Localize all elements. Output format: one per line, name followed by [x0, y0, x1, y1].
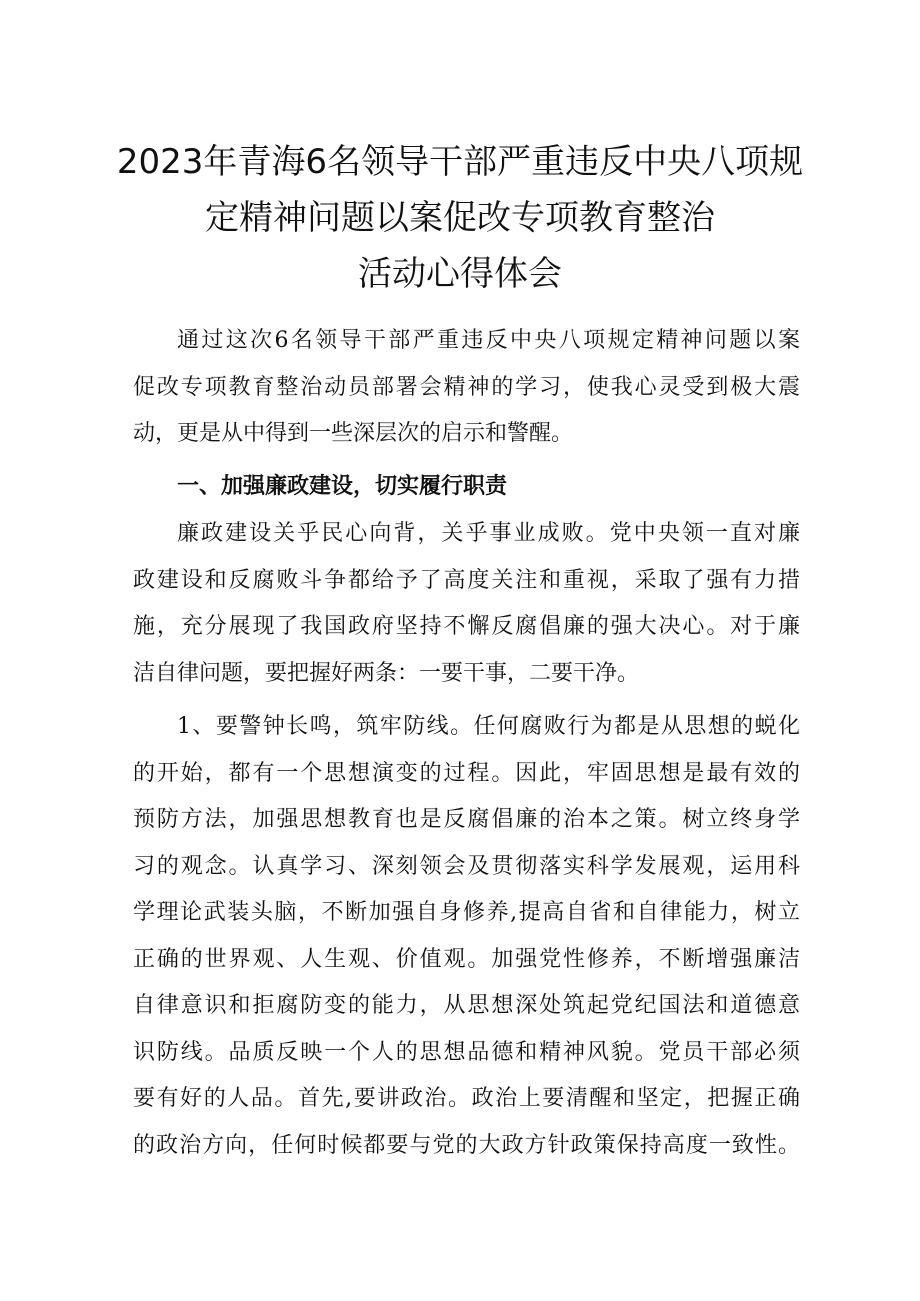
point-1-line-1: 1、要警钟长鸣，筑牢防线。任何腐败行为都是从思想的蜕化: [177, 714, 800, 739]
intro-line-3: 动，更是从中得到一些深层次的启示和警醒。: [133, 421, 574, 446]
intro-line-1: 通过这次6名领导干部严重违反中央八项规定精神问题以案: [177, 328, 800, 353]
section-1-line-3: 施，充分展现了我国政府坚持不懈反腐倡廉的强大决心。对于廉: [133, 614, 800, 639]
section-1-line-2: 政建设和反腐败斗争都给予了高度关注和重视，采取了强有力措: [133, 567, 800, 593]
intro-line-2: 促改专项教育整治动员部署会精神的学习，使我心灵受到极大震: [133, 374, 800, 400]
title-line-3: 活动心得体会: [358, 254, 562, 294]
document-title: [60, 134, 860, 302]
section-1-line-4: 洁自律问题，要把握好两条：一要干事，二要干净。: [133, 660, 640, 686]
point-1-line-7: 自律意识和拒腐防变的能力，从思想深处筑起党纪国法和道德意: [133, 993, 800, 1018]
point-1-line-8: 识防线。品质反映一个人的思想品德和精神风貌。党员干部必须: [133, 1039, 800, 1065]
section-heading-1: 一、加强廉政建设，切实履行职责: [177, 474, 508, 499]
point-1-line-2: 的开始，都有一个思想演变的过程。因此，牢固思想是最有效的: [133, 760, 800, 786]
point-1-line-5: 学理论武装头脑，不断加强自身修养,提高自省和自律能力，树立: [133, 900, 800, 925]
point-1-line-9: 要有好的人品。首先,要讲政治。政治上要清醒和坚定，把握正确: [133, 1086, 800, 1111]
point-1-line-4: 习的观念。认真学习、深刻领会及贯彻落实科学发展观，运用科: [133, 853, 800, 879]
point-1-line-3: 预防方法，加强思想教育也是反腐倡廉的治本之策。树立终身学: [133, 807, 800, 832]
title-line-1: 2023年青海6名领导干部严重违反中央八项规: [116, 142, 804, 182]
section-1-paragraph: [133, 511, 800, 697]
section-1-line-1: 廉政建设关乎民心向背，关乎事业成败。党中央领一直对廉: [177, 521, 800, 546]
intro-paragraph: [133, 318, 800, 458]
point-1-paragraph: [133, 704, 800, 1169]
point-1-line-6: 正确的世界观、人生观、价值观。加强党性修养，不断增强廉洁: [133, 946, 800, 972]
point-1-line-10: 的政治方向，任何时候都要与党的大政方针政策保持高度一致性。: [133, 1132, 800, 1158]
title-line-2: 定精神问题以案促改专项教育整治: [205, 198, 715, 238]
